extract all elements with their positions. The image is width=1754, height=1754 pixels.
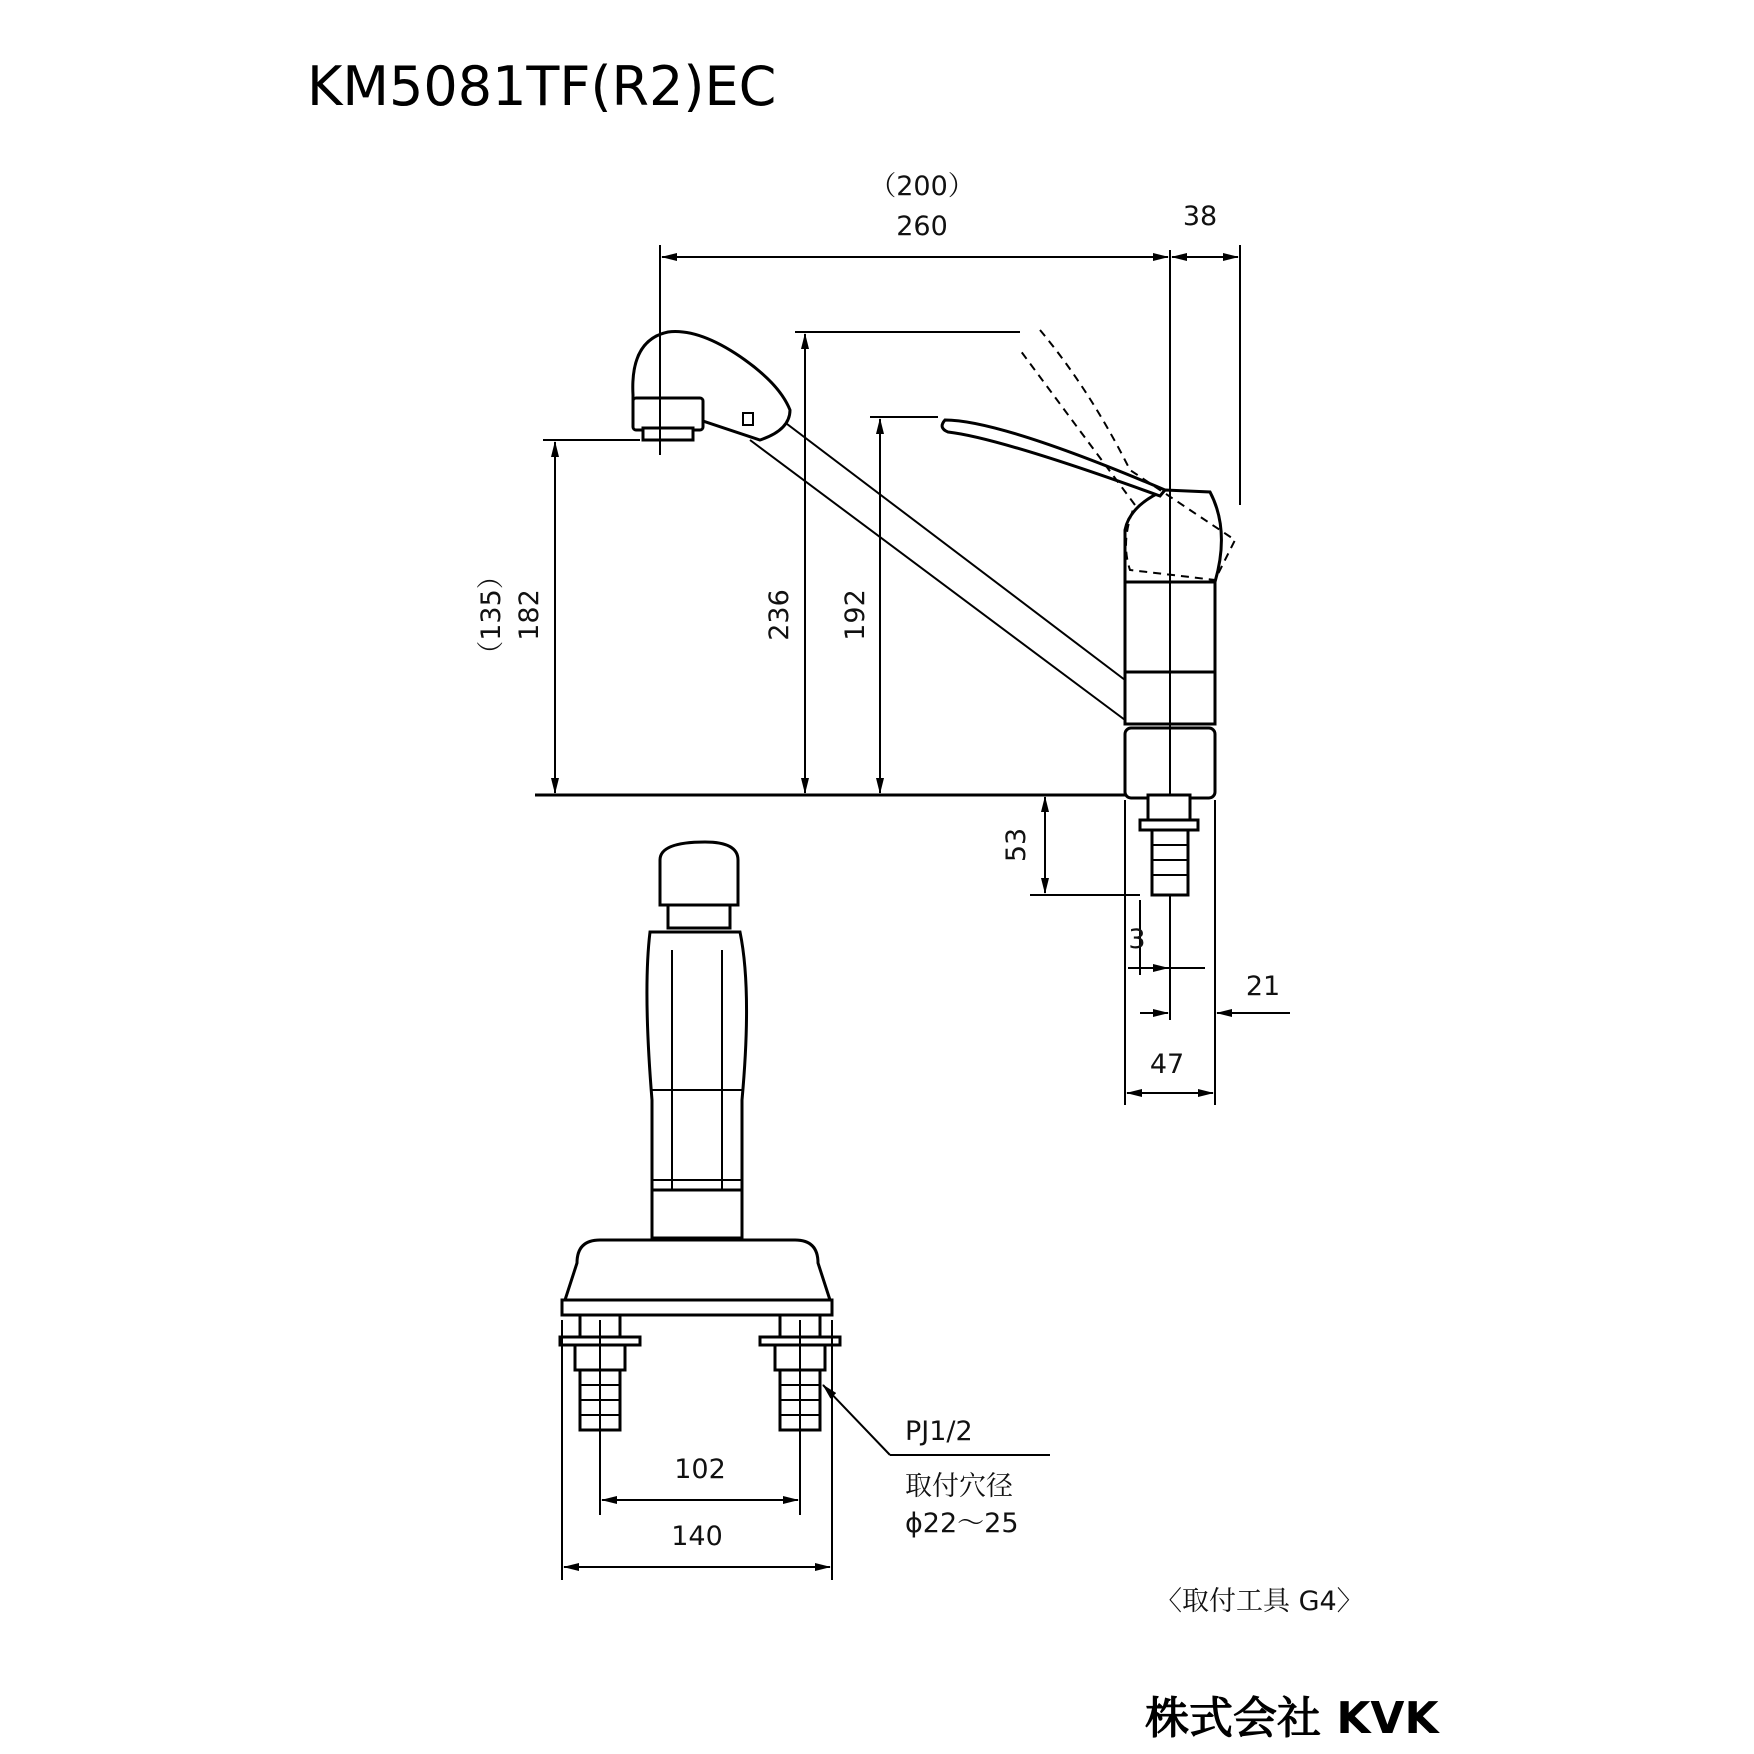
front-valve-body <box>652 1190 742 1238</box>
shank-thread <box>1152 830 1188 895</box>
dim-center-spacing: 102 <box>674 1454 726 1485</box>
hole-diameter-label: 取付穴径 <box>905 1471 1013 1502</box>
dimension-body-height <box>840 417 938 793</box>
dim-handle-top-height: 236 <box>764 589 795 641</box>
dim-base-width: 140 <box>671 1521 723 1552</box>
lever-handle <box>942 420 1165 496</box>
dim-shank-length: 53 <box>1001 827 1032 863</box>
dim-rotation-depth: 38 <box>1182 201 1218 232</box>
spray-tip <box>643 428 693 440</box>
hole-diameter-value: ϕ22～25 <box>905 1508 1019 1539</box>
spout-pipe-bottom <box>750 440 1125 720</box>
front-mount-rim <box>562 1300 832 1315</box>
dimension-shank-length <box>1001 797 1140 895</box>
dimension-width <box>660 171 1240 505</box>
front-spray-neck <box>668 905 730 928</box>
company-name: 株式会社 KVK <box>1145 1693 1439 1744</box>
dim-spout-height: 182 <box>514 589 545 641</box>
shank-nut <box>1148 795 1190 820</box>
model-number-title: KM5081TF(R2)EC <box>307 55 777 118</box>
front-view <box>560 842 840 1430</box>
dim-width-ref: （200） <box>869 171 975 202</box>
spray-nozzle <box>633 398 703 430</box>
spout-pipe-top <box>762 405 1125 680</box>
dim-offset-21: 21 <box>1245 971 1281 1002</box>
front-mount-plate <box>565 1240 830 1300</box>
front-spout <box>647 932 747 1190</box>
dimension-offsets <box>1125 800 1290 1105</box>
mounting-notes <box>823 1385 1050 1539</box>
dim-offset-small: 3 <box>1128 924 1146 955</box>
dim-width: 260 <box>896 211 948 242</box>
side-view <box>535 250 1235 1020</box>
front-spray-head <box>660 842 738 905</box>
mounting-tool: 〈取付工具 G4〉 <box>1155 1586 1364 1617</box>
dim-base-depth: 47 <box>1149 1049 1185 1080</box>
dim-spout-height-ref: （135） <box>476 562 507 668</box>
dimension-spout-height <box>476 440 640 793</box>
valve-cap <box>1125 490 1221 582</box>
thread-spec: PJ1/2 <box>905 1416 973 1447</box>
dim-body-height: 192 <box>840 589 871 641</box>
dimension-handle-top <box>764 332 1020 793</box>
